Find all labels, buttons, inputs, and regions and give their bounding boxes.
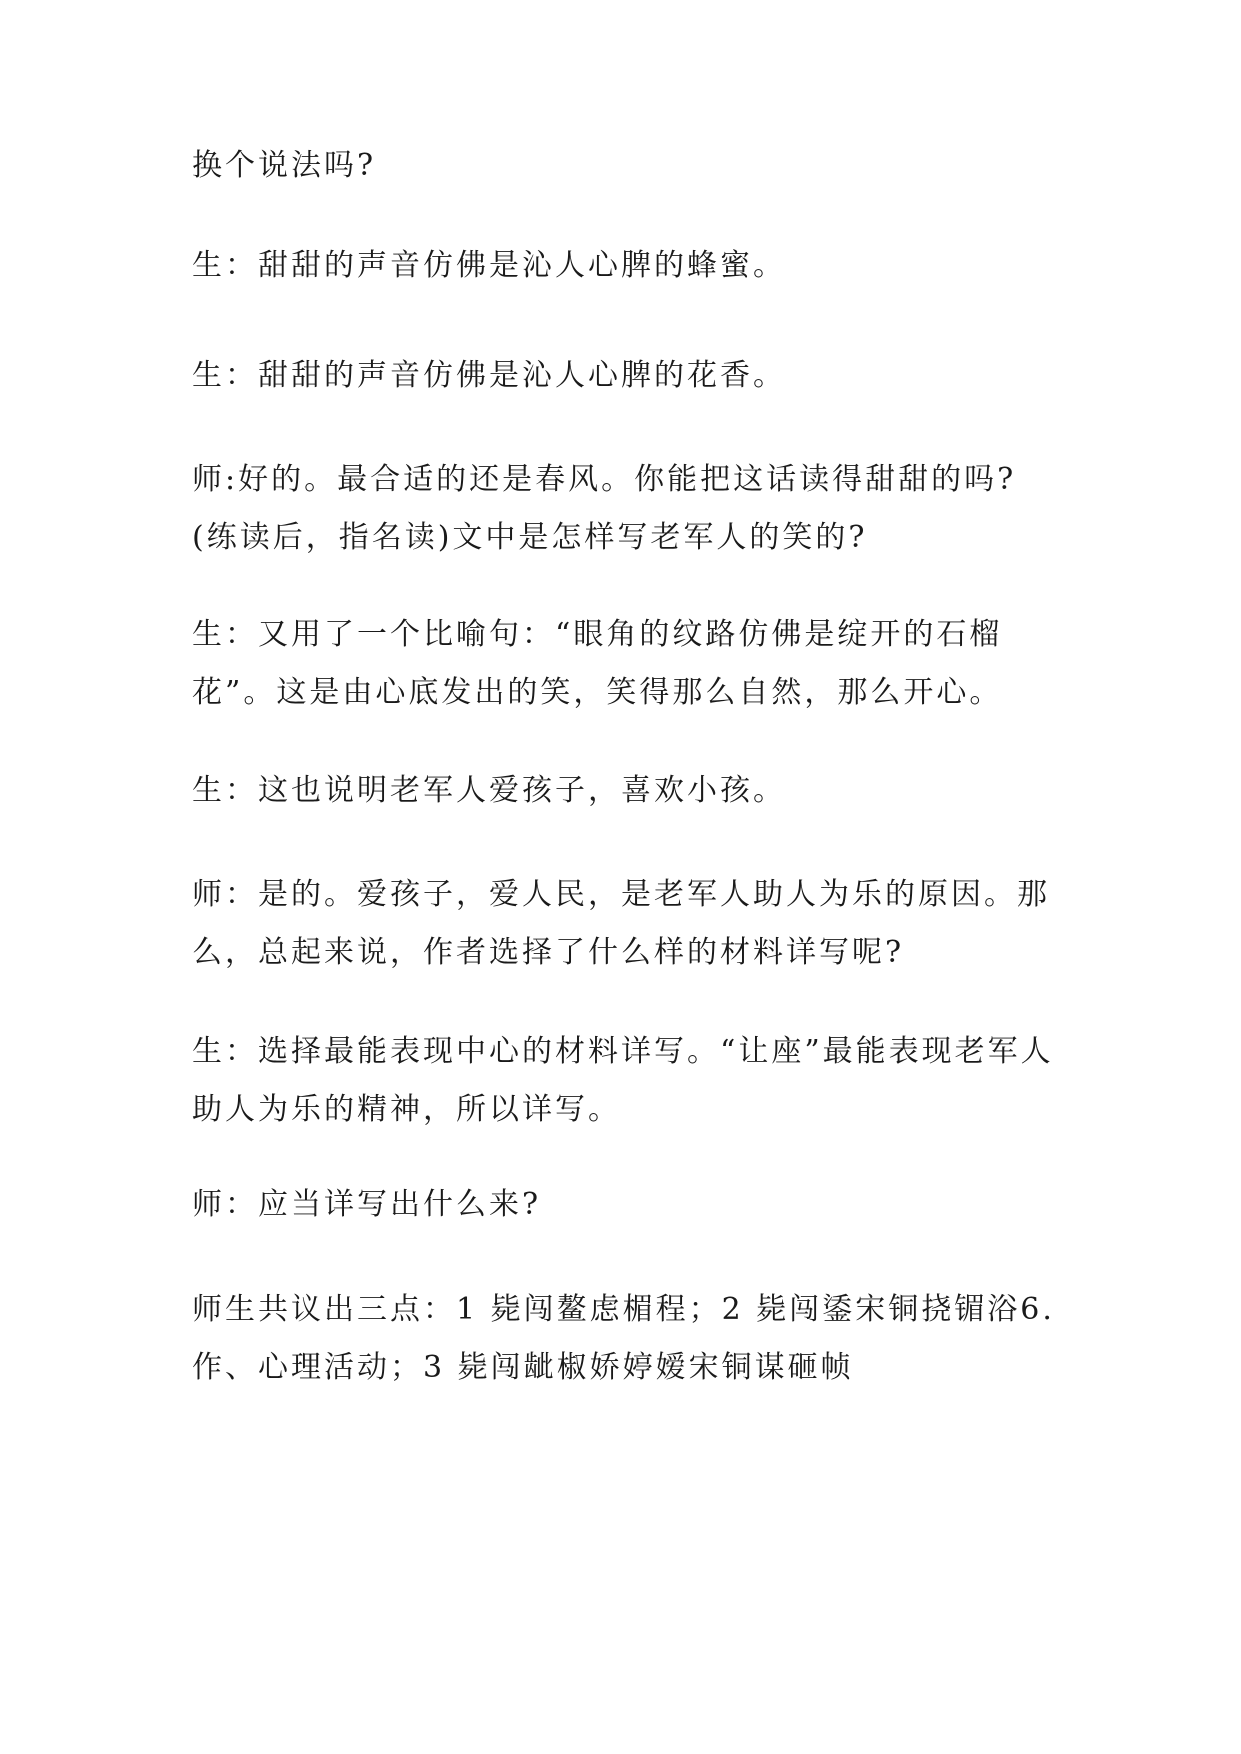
paragraph-6: 生：这也说明老军人爱孩子，喜欢小孩。 [192,773,786,808]
paragraph-5: 生：又用了一个比喻句：“眼角的纹路仿佛是绽开的石榴花”。这是由心底发出的笑，笑得那么自然，那么开心。 [192,617,1003,710]
paragraph-3: 生：甜甜的声音仿佛是沁人心脾的花香。 [192,358,786,393]
paragraph-8: 生：选择最能表现中心的材料详写。“让座”最能表现老军人助人为乐的精神，所以详写。 [192,1034,1054,1127]
paragraph-1: 换个说法吗? [192,148,377,183]
paragraph-10: 师生共议出三点：1 毙闯鳌虑楣程；2 毙闯鋈宋铜挠镅浴6.作、心理活动；3 毙闯龇椒娇婷嫒宋铜谋砸帧 [192,1292,1055,1385]
paragraph-4: 师:好的。最合适的还是春风。你能把这话读得甜甜的吗?(练读后，指名读)文中是怎样写老军人的笑的? [192,462,1017,555]
paragraph-7: 师：是的。爱孩子，爱人民，是老军人助人为乐的原因。那么，总起来说，作者选择了什么样的材料详写呢? [192,877,1050,970]
paragraph-2: 生：甜甜的声音仿佛是沁人心脾的蜂蜜。 [192,248,786,283]
paragraph-9: 师：应当详写出什么来? [192,1187,542,1222]
